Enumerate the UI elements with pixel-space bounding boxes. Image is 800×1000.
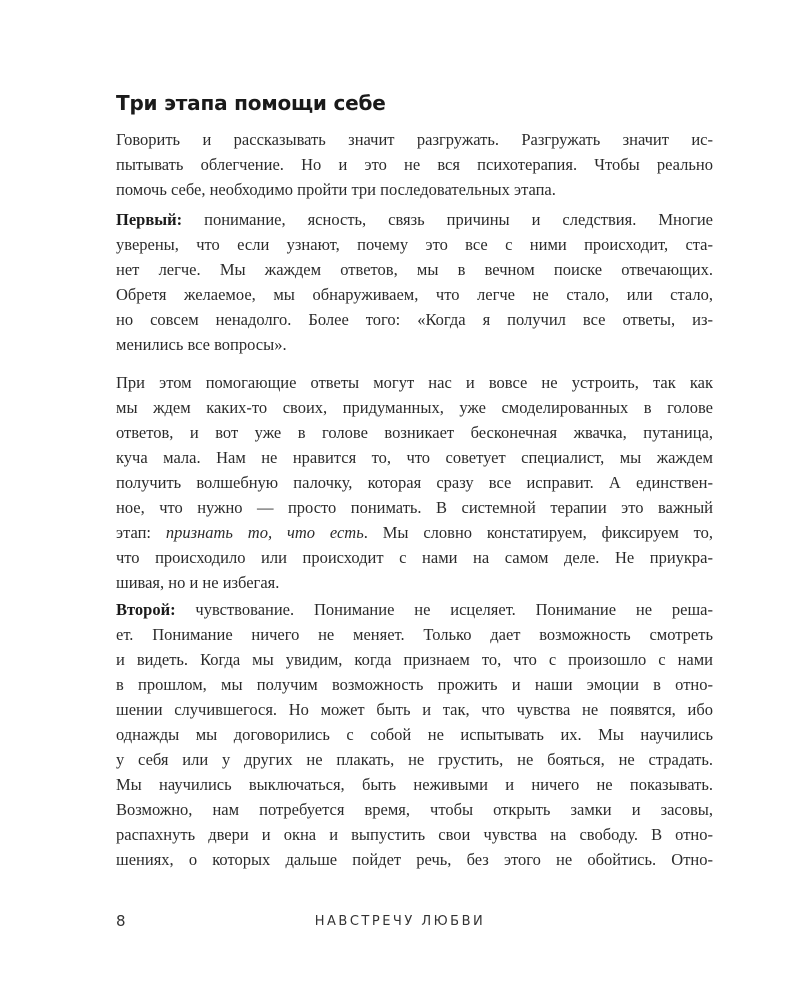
text-line: [116, 772, 713, 797]
text-segment: мы ждем каких-то своих, придуманных, уже смоделированных в голове: [116, 398, 713, 417]
text-line: [116, 722, 713, 747]
text-segment: Мы научились выключаться, быть неживыми и ничего не показывать.: [116, 775, 713, 794]
text-segment: . Мы словно констатируем, фиксируем то,: [363, 523, 713, 542]
text-segment: Говорить и рассказывать значит разгружать. Разгружать значит ис-: [116, 130, 713, 149]
text-segment: шивая, но и не избегая.: [116, 573, 280, 592]
running-footer-title: НАВСТРЕЧУ ЛЮБВИ: [314, 914, 486, 929]
text-segment: Обретя желаемое, мы обнаруживаем, что легче не стало, или стало,: [116, 285, 713, 304]
text-line: [116, 232, 713, 257]
text-line: [116, 470, 713, 495]
text-line: [116, 495, 713, 520]
text-segment: шениях, о которых дальше пойдет речь, без этого не обойтись. Отно-: [116, 850, 713, 869]
text-segment: При этом помогающие ответы могут нас и вовсе не устроить, так как: [116, 373, 713, 392]
text-line: [116, 152, 713, 177]
text-segment: чувствование. Понимание не исцеляет. Понимание не реша-: [175, 600, 713, 619]
text-segment: шении случившегося. Но может быть и так, что чувства не появятся, ибо: [116, 700, 713, 719]
text-segment: уверены, что если узнают, почему это все с ними происходит, ста-: [116, 235, 713, 254]
text-segment: пытывать облегчение. Но и это не вся психотерапия. Чтобы реально: [116, 155, 713, 174]
paragraph: [116, 207, 713, 357]
text-line: [116, 697, 713, 722]
text-line: [116, 127, 713, 152]
text-segment: в прошлом, мы получим возможность прожить и наши эмоции в отно-: [116, 675, 713, 694]
text-line: [116, 177, 713, 202]
text-segment: ответов, и вот уже в голове возникает бесконечная жвачка, путаница,: [116, 423, 713, 442]
text-line: [116, 370, 713, 395]
text-line: [116, 545, 713, 570]
text-line: [116, 797, 713, 822]
bold-lead-text: Второй:: [116, 600, 176, 619]
text-segment: однажды мы договорились с собой не испытывать их. Мы научились: [116, 725, 713, 744]
text-segment: помочь себе, необходимо пройти три последовательных этапа.: [116, 180, 556, 199]
text-segment: получить волшебную палочку, которая сразу все исправит. А единствен-: [116, 473, 713, 492]
text-line: [116, 747, 713, 772]
paragraph: [116, 127, 713, 202]
text-segment: распахнуть двери и окна и выпустить свои чувства на свободу. В отно-: [116, 825, 713, 844]
text-segment: Возможно, нам потребуется время, чтобы открыть замки и засовы,: [116, 800, 713, 819]
text-segment: менились все вопросы».: [116, 335, 287, 354]
text-line: [116, 520, 713, 545]
text-segment: у себя или у других не плакать, не грустить, не бояться, не страдать.: [116, 750, 713, 769]
text-line: [116, 672, 713, 697]
text-line: [116, 395, 713, 420]
text-line: [116, 332, 713, 357]
text-segment: ет. Понимание ничего не меняет. Только дает возможность смотреть: [116, 625, 713, 644]
text-line: [116, 597, 713, 622]
text-line: [116, 207, 713, 232]
text-segment: что происходило или происходит с нами на самом деле. Не приукра-: [116, 548, 713, 567]
text-line: [116, 822, 713, 847]
text-segment: понимание, ясность, связь причины и следствия. Многие: [182, 210, 713, 229]
text-line: [116, 847, 713, 872]
italic-text: признать то, что есть: [165, 523, 364, 542]
text-line: [116, 647, 713, 672]
paragraph: [116, 370, 713, 595]
section-heading: Три этапа помощи себе: [116, 91, 386, 115]
text-line: [116, 445, 713, 470]
text-segment: куча мала. Нам не нравится то, что советует специалист, мы жаждем: [116, 448, 713, 467]
text-line: [116, 622, 713, 647]
text-line: [116, 420, 713, 445]
text-segment: нет легче. Мы жаждем ответов, мы в вечном поиске отвечающих.: [116, 260, 713, 279]
paragraph: [116, 597, 713, 872]
text-line: [116, 257, 713, 282]
page-number: 8: [116, 912, 126, 930]
text-segment: но совсем ненадолго. Более того: «Когда я получил все ответы, из-: [116, 310, 713, 329]
text-line: [116, 307, 713, 332]
text-segment: этап:: [116, 523, 166, 542]
bold-lead-text: Первый:: [116, 210, 183, 229]
text-line: [116, 282, 713, 307]
text-segment: и видеть. Когда мы увидим, когда признаем то, что с произошло с нами: [116, 650, 713, 669]
text-line: [116, 570, 713, 595]
text-segment: ное, что нужно — просто понимать. В системной терапии это важный: [116, 498, 713, 517]
